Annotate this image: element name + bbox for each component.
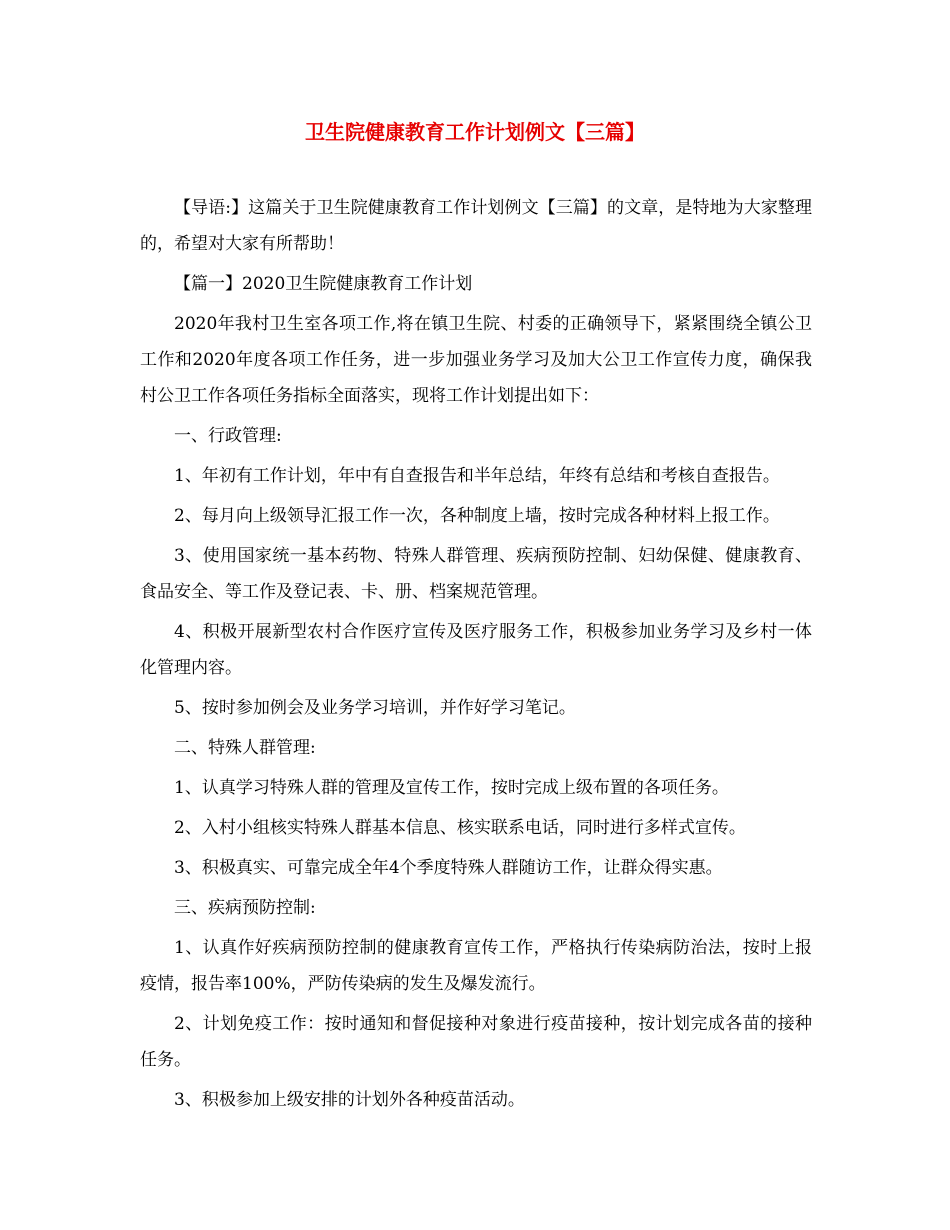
paragraph-overview: 2020年我村卫生室各项工作,将在镇卫生院、村委的正确领导下，紧紧围绕全镇公卫工作和2020年度各项工作任务，进一步加强业务学习及加大公卫工作宣传力度，确保我村公卫工作各项任务指标全面落实，现将工作计划提出如下： (140, 314, 812, 406)
list-item: 1、认真学习特殊人群的管理及宣传工作，按时完成上级布置的各项任务。 (174, 778, 729, 798)
list-item: 3、使用国家统一基本药物、特殊人群管理、疾病预防控制、妇幼保健、健康教育、食品安全、等工作及登记表、卡、册、档案规范管理。 (140, 546, 812, 602)
list-item: 1、年初有工作计划，年中有自查报告和半年总结，年终有总结和考核自查报告。 (174, 466, 780, 486)
list-item: 2、入村小组核实特殊人群基本信息、核实联系电话，同时进行多样式宣传。 (174, 818, 746, 838)
list-item: 2、计划免疫工作：按时通知和督促接种对象进行疫苗接种，按计划完成各苗的接种任务。 (140, 1014, 812, 1070)
section-heading-disease-control: 三、疾病预防控制: (174, 898, 316, 918)
list-item: 3、积极真实、可靠完成全年4个季度特殊人群随访工作，让群众得实惠。 (174, 858, 723, 878)
list-item: 1、认真作好疾病预防控制的健康教育宣传工作，严格执行传染病防治法，按时上报疫情，报告率100%，严防传染病的发生及爆发流行。 (140, 938, 812, 994)
document-title: 卫生院健康教育工作计划例文【三篇】 (305, 120, 645, 144)
list-item: 4、积极开展新型农村合作医疗宣传及医疗服务工作，积极参加业务学习及乡村一体化管理内容。 (140, 622, 812, 678)
paragraph-part-one-heading: 【篇一】2020卫生院健康教育工作计划 (174, 274, 473, 294)
list-item: 2、每月向上级领导汇报工作一次，各种制度上墙，按时完成各种材料上报工作。 (174, 506, 780, 526)
section-heading-special-groups: 二、特殊人群管理: (174, 738, 316, 758)
section-heading-admin: 一、行政管理: (174, 426, 282, 446)
paragraph-intro: 【导语:】这篇关于卫生院健康教育工作计划例文【三篇】的文章，是特地为大家整理的，希望对大家有所帮助！ (140, 198, 812, 254)
list-item: 5、按时参加例会及业务学习培训，并作好学习笔记。 (174, 698, 576, 718)
document-body (140, 190, 812, 1122)
list-item: 3、积极参加上级安排的计划外各种疫苗活动。 (174, 1090, 525, 1110)
